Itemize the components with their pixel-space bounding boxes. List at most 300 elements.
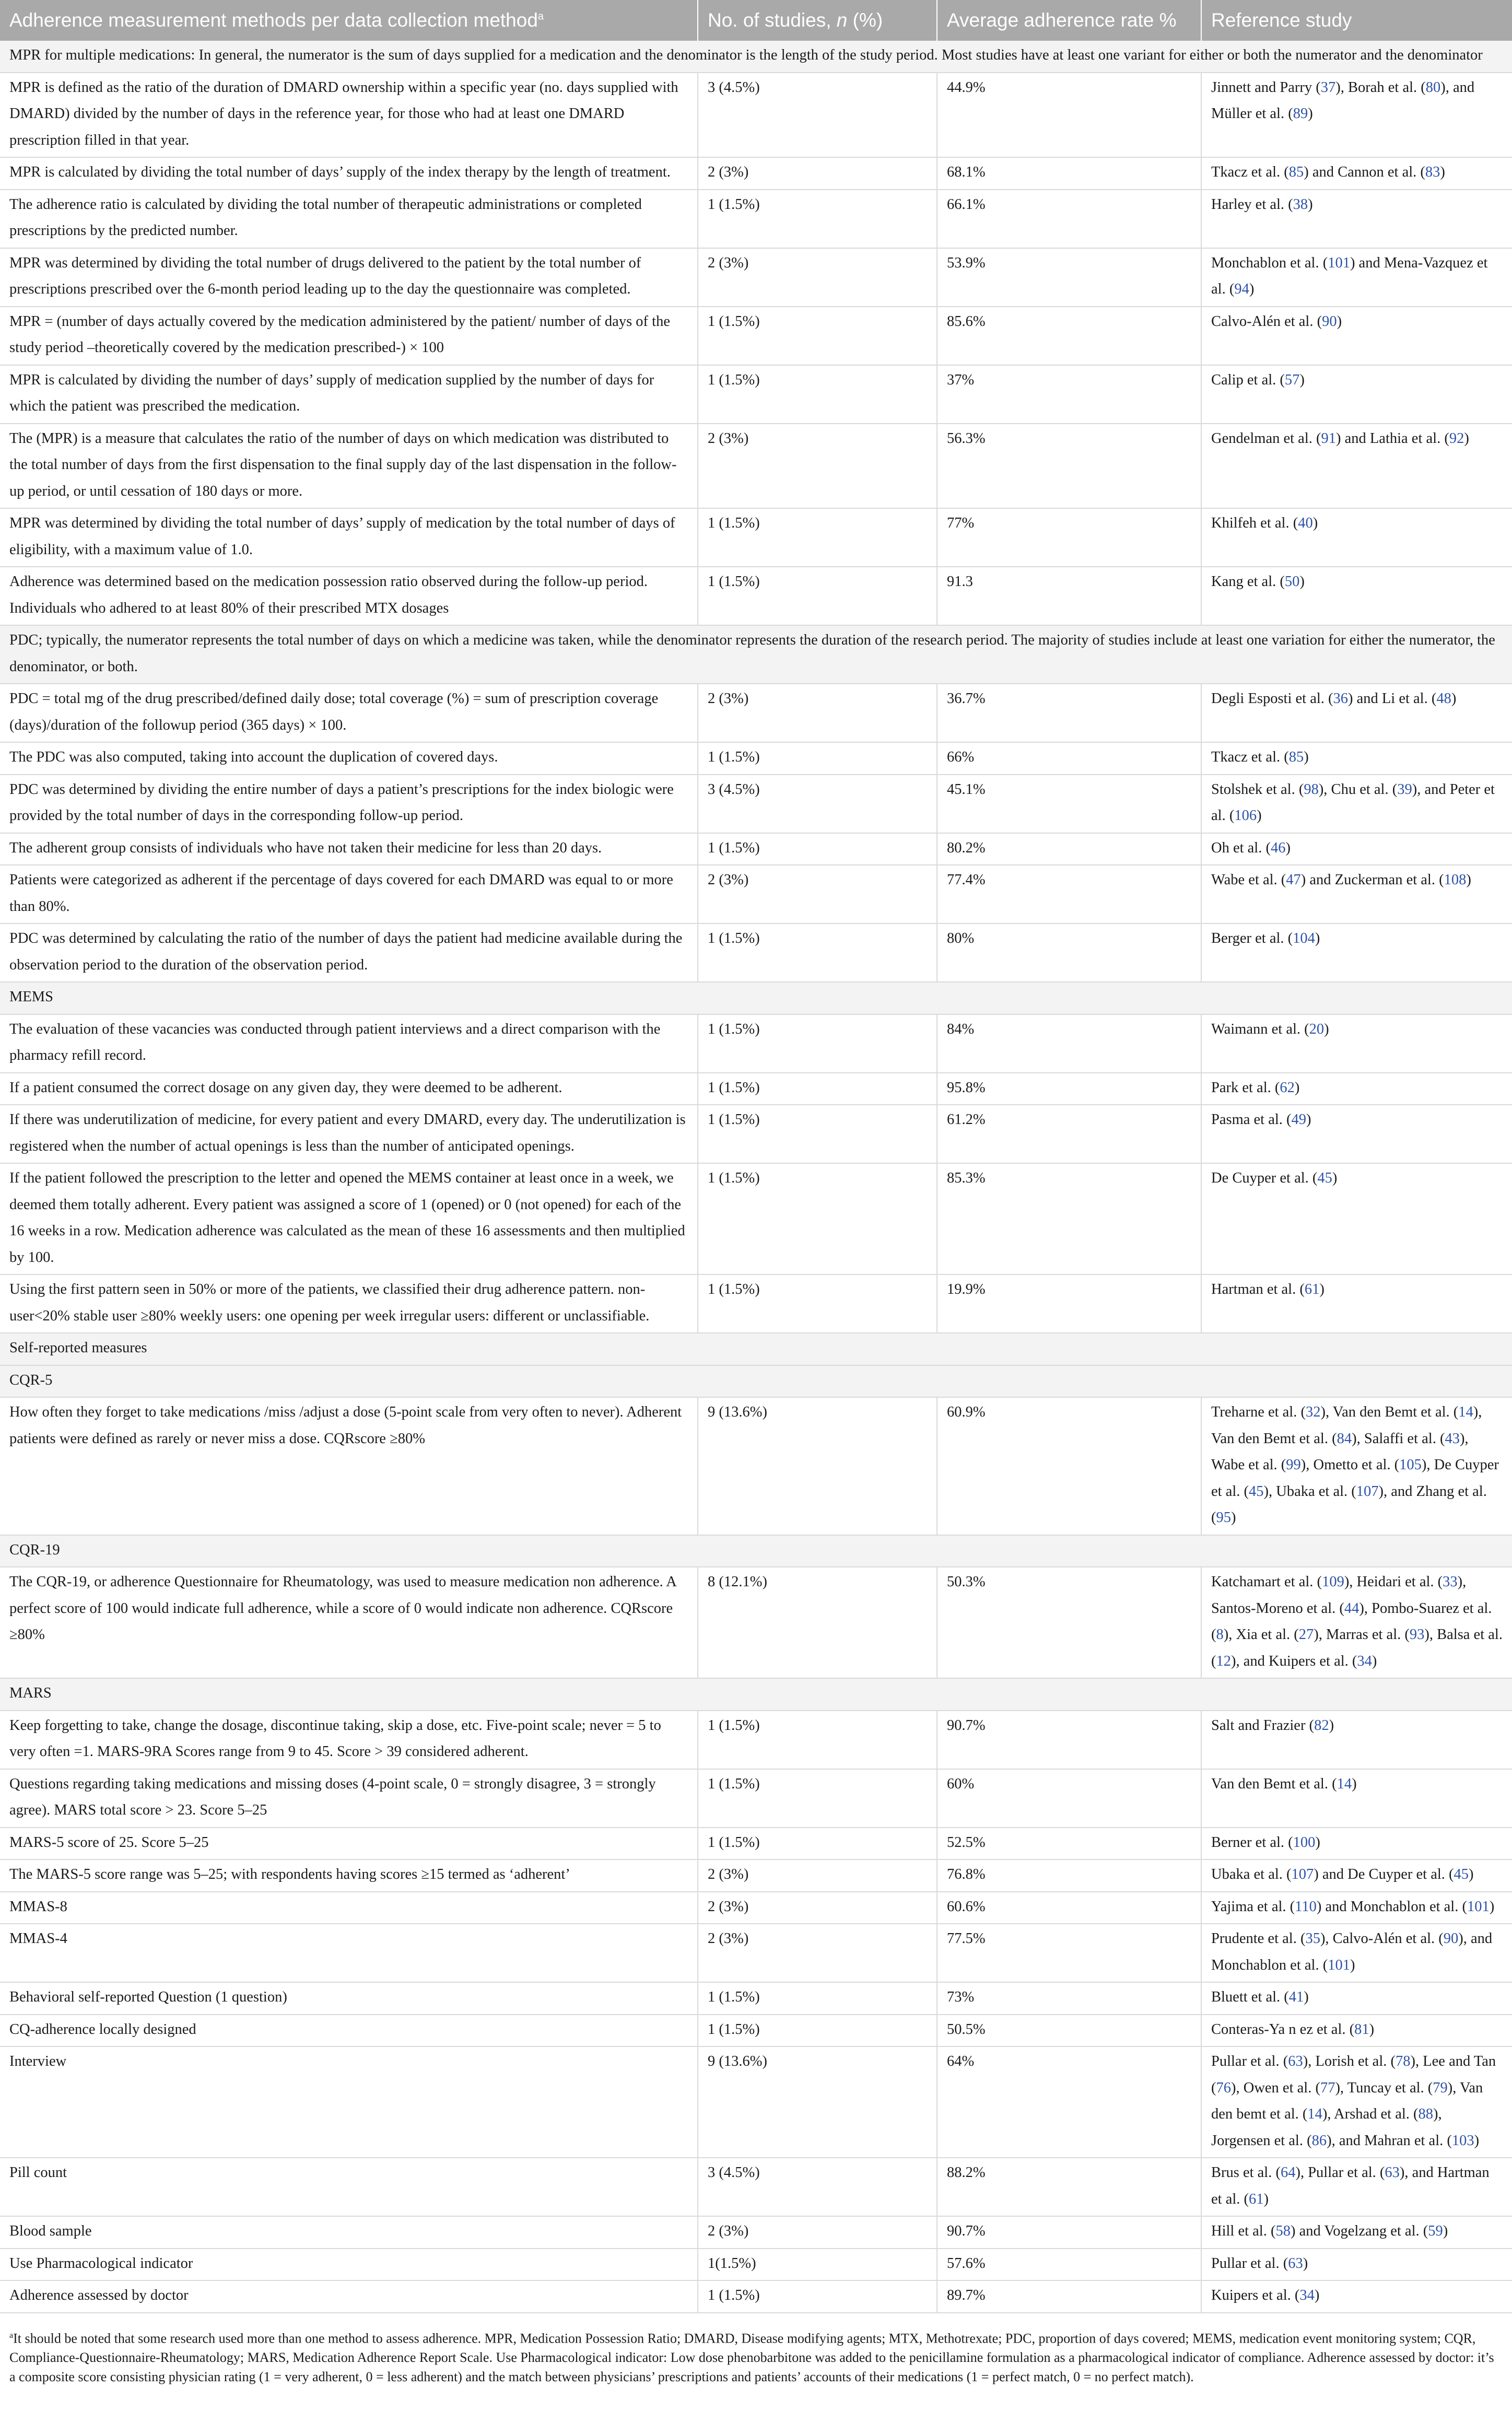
reference-cell bbox=[1201, 508, 1512, 567]
rate-cell: 37% bbox=[937, 365, 1201, 424]
reference-text: ), Van den bemt et al. ( bbox=[1211, 2079, 1483, 2122]
method-cell: Behavioral self-reported Question (1 question) bbox=[0, 1982, 698, 2015]
reference-text: ) bbox=[1308, 106, 1313, 122]
reference-text: ), De Cuyper et al. ( bbox=[1211, 1457, 1499, 1500]
table-row bbox=[0, 923, 1512, 982]
reference-link[interactable]: 45 bbox=[1454, 1866, 1469, 1882]
reference-link[interactable]: 100 bbox=[1293, 1834, 1316, 1851]
reference-link[interactable]: 109 bbox=[1322, 1574, 1344, 1590]
reference-link[interactable]: 108 bbox=[1444, 872, 1467, 888]
reference-link[interactable]: 77 bbox=[1320, 2079, 1335, 2096]
table-row bbox=[0, 775, 1512, 833]
reference-link[interactable]: 110 bbox=[1295, 1898, 1317, 1915]
studies-cell: 2 (3%) bbox=[698, 684, 937, 742]
table-row bbox=[0, 2015, 1512, 2047]
table-row bbox=[0, 1014, 1512, 1073]
reference-text: ) bbox=[1308, 196, 1313, 213]
studies-cell: 1 (1.5%) bbox=[698, 1769, 937, 1828]
studies-cell: 1 (1.5%) bbox=[698, 1274, 937, 1333]
reference-text: Van den Bemt et al. ( bbox=[1211, 1775, 1337, 1792]
reference-link[interactable]: 33 bbox=[1443, 1574, 1458, 1590]
reference-cell bbox=[1201, 775, 1512, 833]
reference-text: ) bbox=[1474, 2132, 1480, 2149]
method-cell: Interview bbox=[0, 2046, 698, 2158]
reference-link[interactable]: 46 bbox=[1270, 839, 1286, 856]
studies-cell: 1 (1.5%) bbox=[698, 1711, 937, 1769]
reference-link[interactable]: 47 bbox=[1286, 872, 1301, 888]
reference-text: Treharne et al. ( bbox=[1211, 1404, 1306, 1420]
reference-text: ), Ometto et al. ( bbox=[1300, 1457, 1400, 1473]
reference-text: Jinnett and Parry ( bbox=[1211, 79, 1321, 96]
reference-text: Calvo-Alén et al. ( bbox=[1211, 313, 1322, 330]
reference-text: ), Tuncay et al. ( bbox=[1335, 2079, 1433, 2096]
reference-text: Pullar et al. ( bbox=[1211, 2053, 1288, 2069]
studies-cell: 3 (4.5%) bbox=[698, 2158, 937, 2216]
reference-cell bbox=[1201, 923, 1512, 982]
reference-link[interactable]: 90 bbox=[1443, 1930, 1459, 1947]
reference-text: ) and De Cuyper et al. ( bbox=[1314, 1866, 1454, 1882]
reference-link[interactable]: 14 bbox=[1307, 2106, 1322, 2122]
table-row bbox=[0, 2216, 1512, 2249]
reference-link[interactable]: 84 bbox=[1337, 1430, 1352, 1447]
table-row bbox=[0, 684, 1512, 742]
reference-link[interactable]: 45 bbox=[1249, 1483, 1264, 1500]
reference-link[interactable]: 80 bbox=[1425, 79, 1441, 96]
rate-cell: 45.1% bbox=[937, 775, 1201, 833]
section-row bbox=[0, 1333, 1512, 1365]
reference-link[interactable]: 50 bbox=[1284, 574, 1300, 590]
reference-link[interactable]: 79 bbox=[1433, 2079, 1448, 2096]
reference-link[interactable]: 76 bbox=[1216, 2079, 1231, 2096]
reference-cell bbox=[1201, 248, 1512, 307]
reference-text: ), Lee and Tan ( bbox=[1211, 2053, 1496, 2096]
reference-link[interactable]: 48 bbox=[1436, 690, 1451, 707]
reference-cell bbox=[1201, 1924, 1512, 1982]
reference-text: Calip et al. ( bbox=[1211, 371, 1285, 388]
rate-cell: 44.9% bbox=[937, 73, 1201, 158]
reference-text: ), and Hartman et al. ( bbox=[1211, 2164, 1490, 2207]
reference-link[interactable]: 101 bbox=[1328, 1957, 1350, 1973]
studies-cell: 1 (1.5%) bbox=[698, 1982, 937, 2015]
studies-cell: 2 (3%) bbox=[698, 248, 937, 307]
table-row bbox=[0, 248, 1512, 307]
header-rate: Average adherence rate % bbox=[937, 0, 1201, 41]
studies-cell: 1 (1.5%) bbox=[698, 190, 937, 248]
method-cell: The CQR-19, or adherence Questionnaire for Rheumatology, was used to measure medication non adherence. A perfect score of 100 would indicate full adherence, while a score of 0 would indicate non adherence. CQRscore ≥80% bbox=[0, 1567, 698, 1678]
reference-text: ), Wabe et al. ( bbox=[1211, 1430, 1469, 1473]
reference-text: ) bbox=[1329, 1717, 1334, 1734]
rate-cell: 60.6% bbox=[937, 1892, 1201, 1924]
reference-text: Stolshek et al. ( bbox=[1211, 781, 1304, 798]
reference-text: ), Borah et al. ( bbox=[1335, 79, 1426, 96]
reference-link[interactable]: 106 bbox=[1234, 807, 1257, 824]
reference-cell bbox=[1201, 190, 1512, 248]
section-label: PDC; typically, the numerator represents the total number of days on which a medicine was taken, while the denominator represents the duration of the research period. The majority of studies include at least one variation for either the numerator, the denominator, or both. bbox=[0, 625, 1512, 684]
reference-link[interactable]: 61 bbox=[1249, 2191, 1264, 2207]
reference-cell bbox=[1201, 1828, 1512, 1860]
reference-link[interactable]: 85 bbox=[1288, 164, 1304, 180]
reference-cell bbox=[1201, 1711, 1512, 1769]
reference-text: ) and Lathia et al. ( bbox=[1336, 430, 1449, 447]
table-footnote bbox=[0, 2313, 1512, 2387]
reference-link[interactable]: 34 bbox=[1299, 2287, 1315, 2303]
reference-text: Berner et al. ( bbox=[1211, 1834, 1293, 1851]
table-body bbox=[0, 41, 1512, 2313]
section-row bbox=[0, 982, 1512, 1014]
method-cell: MPR = (number of days actually covered by the medication administered by the patient/ number of days of the study period –theoretically covered by the medication prescribed-) × 100 bbox=[0, 307, 698, 365]
reference-cell bbox=[1201, 2216, 1512, 2249]
reference-text: ) bbox=[1337, 313, 1342, 330]
reference-text: ) bbox=[1440, 164, 1445, 180]
rate-cell: 80% bbox=[937, 923, 1201, 982]
table-row bbox=[0, 1105, 1512, 1163]
reference-text: ), Van den Bemt et al. ( bbox=[1211, 1404, 1482, 1447]
header-method-footnote-marker: a bbox=[537, 10, 544, 22]
studies-cell: 1 (1.5%) bbox=[698, 307, 937, 365]
reference-link[interactable]: 92 bbox=[1449, 430, 1464, 447]
reference-link[interactable]: 14 bbox=[1458, 1404, 1473, 1420]
reference-text: ) bbox=[1466, 872, 1471, 888]
method-cell: Keep forgetting to take, change the dosage, discontinue taking, skip a dose, etc. Five-point scale; never = 5 to very often =1. MARS-9RA Scores range from 9 to 45. Score > 39 considered adherent. bbox=[0, 1711, 698, 1769]
reference-cell bbox=[1201, 1859, 1512, 1892]
header-studies-suffix: (%) bbox=[847, 9, 883, 31]
section-label: MPR for multiple medications: In general, the numerator is the sum of days supplied for a medication and the denominator is the length of the study period. Most studies have at least one variant for either or both the numerator and the denominator bbox=[0, 41, 1512, 73]
reference-text: ) bbox=[1464, 430, 1469, 447]
reference-text: Conteras-Ya n ez et al. ( bbox=[1211, 2021, 1355, 2038]
table-row bbox=[0, 2046, 1512, 2158]
reference-text: Harley et al. ( bbox=[1211, 196, 1293, 213]
reference-link[interactable]: 82 bbox=[1314, 1717, 1329, 1734]
reference-text: ) bbox=[1350, 1957, 1355, 1973]
studies-cell: 2 (3%) bbox=[698, 424, 937, 509]
reference-text: ) bbox=[1249, 281, 1255, 297]
reference-link[interactable]: 57 bbox=[1284, 371, 1300, 388]
method-cell: The (MPR) is a measure that calculates the ratio of the number of days on which medication was distributed to the total number of days from the first dispensation to the final supply day of the last dispensation in the follow-up period, or until cessation of 180 days or more. bbox=[0, 424, 698, 509]
reference-cell bbox=[1201, 1892, 1512, 1924]
reference-link[interactable]: 39 bbox=[1397, 781, 1412, 798]
studies-cell: 1 (1.5%) bbox=[698, 1014, 937, 1073]
reference-text: Monchablon et al. ( bbox=[1211, 254, 1328, 271]
reference-text: Gendelman et al. ( bbox=[1211, 430, 1321, 447]
reference-link[interactable]: 45 bbox=[1317, 1170, 1332, 1186]
method-cell: The PDC was also computed, taking into account the duplication of covered days. bbox=[0, 742, 698, 775]
reference-link[interactable]: 94 bbox=[1234, 281, 1249, 297]
reference-text: Ubaka et al. ( bbox=[1211, 1866, 1292, 1882]
footnote-text: It should be noted that some research used more than one method to assess adherence. MPR, Medication Possession Ratio; DMARD, Disease modifying agents; MTX, Methotrexate; PDC, proportion of days covered; MEMS, medication event monitoring system; CQR, Compliance-Questionnaire-Rheumatology; MARS, Medication Adherence Report Scale. Use Pharmacological indicator: Low dose phenobarbitone was added to the penicillamine formulation as a pharmacological indicator of compliance. Adherence assessed by doctor: it’s a composite score consisting physician rating (1 = very adherent, 0 = less adherent) and the match between physicians’ prescriptions and patients’ accounts of their medications (1 = perfect match, 0 = no perfect match). bbox=[9, 2331, 1494, 2385]
reference-text: ), Salaffi et al. ( bbox=[1352, 1430, 1445, 1447]
method-cell: MPR is calculated by dividing the total number of days’ supply of the index therapy by the length of treatment. bbox=[0, 157, 698, 190]
reference-text: ), Xia et al. ( bbox=[1223, 1626, 1299, 1643]
method-cell: MARS-5 score of 25. Score 5–25 bbox=[0, 1828, 698, 1860]
table-row bbox=[0, 1982, 1512, 2015]
method-cell: MPR is calculated by dividing the number of days’ supply of medication supplied by the number of days for which the patient was prescribed the medication. bbox=[0, 365, 698, 424]
method-cell: MPR was determined by dividing the total number of drugs delivered to the patient by the total number of prescriptions prescribed over the 6-month period leading up to the day the questionnaire was completed. bbox=[0, 248, 698, 307]
reference-link[interactable]: 83 bbox=[1425, 164, 1440, 180]
studies-cell: 9 (13.6%) bbox=[698, 1397, 937, 1535]
reference-text: ), and Kuipers et al. ( bbox=[1231, 1653, 1357, 1669]
table-row bbox=[0, 567, 1512, 625]
method-cell: Patients were categorized as adherent if the percentage of days covered for each DMARD was equal to or more than 80%. bbox=[0, 865, 698, 923]
studies-cell: 1 (1.5%) bbox=[698, 567, 937, 625]
reference-text: Katchamart et al. ( bbox=[1211, 1574, 1322, 1590]
rate-cell: 57.6% bbox=[937, 2249, 1201, 2281]
reference-cell bbox=[1201, 684, 1512, 742]
reference-link[interactable]: 89 bbox=[1293, 106, 1308, 122]
rate-cell: 60.9% bbox=[937, 1397, 1201, 1535]
reference-cell bbox=[1201, 2015, 1512, 2047]
reference-text: ) bbox=[1257, 807, 1262, 824]
section-label: CQR-19 bbox=[0, 1535, 1512, 1567]
reference-link[interactable]: 34 bbox=[1357, 1653, 1372, 1669]
table-row bbox=[0, 865, 1512, 923]
reference-link[interactable]: 103 bbox=[1451, 2132, 1474, 2149]
reference-text: Hartman et al. ( bbox=[1211, 1281, 1305, 1297]
reference-text: Yajima et al. ( bbox=[1211, 1898, 1295, 1915]
reference-link[interactable]: 88 bbox=[1418, 2106, 1433, 2122]
section-label: CQR-5 bbox=[0, 1365, 1512, 1398]
reference-link[interactable]: 95 bbox=[1216, 1509, 1231, 1526]
studies-cell: 1 (1.5%) bbox=[698, 923, 937, 982]
studies-cell: 1 (1.5%) bbox=[698, 833, 937, 865]
reference-link[interactable]: 105 bbox=[1399, 1457, 1422, 1473]
method-cell: How often they forget to take medications /miss /adjust a dose (5-point scale from very often to never). Adherent patients were defined as rarely or never miss a dose. CQRscore ≥80% bbox=[0, 1397, 698, 1535]
rate-cell: 95.8% bbox=[937, 1073, 1201, 1105]
reference-link[interactable]: 43 bbox=[1445, 1430, 1460, 1447]
rate-cell: 19.9% bbox=[937, 1274, 1201, 1333]
reference-link[interactable]: 40 bbox=[1298, 515, 1313, 531]
rate-cell: 53.9% bbox=[937, 248, 1201, 307]
reference-link[interactable]: 85 bbox=[1288, 749, 1304, 765]
method-cell: CQ-adherence locally designed bbox=[0, 2015, 698, 2047]
header-row bbox=[0, 0, 1512, 41]
rate-cell: 61.2% bbox=[937, 1105, 1201, 1163]
reference-text: Pasma et al. ( bbox=[1211, 1111, 1292, 1128]
reference-link[interactable]: 32 bbox=[1305, 1404, 1321, 1420]
reference-text: ) bbox=[1332, 1170, 1338, 1186]
rate-cell: 56.3% bbox=[937, 424, 1201, 509]
reference-link[interactable]: 107 bbox=[1356, 1483, 1379, 1500]
reference-link[interactable]: 8 bbox=[1216, 1626, 1224, 1643]
table-row bbox=[0, 742, 1512, 775]
reference-text: ) bbox=[1304, 1989, 1309, 2005]
reference-cell bbox=[1201, 2158, 1512, 2216]
rate-cell: 88.2% bbox=[937, 2158, 1201, 2216]
studies-cell: 2 (3%) bbox=[698, 865, 937, 923]
method-cell: PDC was determined by calculating the ratio of the number of days the patient had medicine available during the observation period to the duration of the observation period. bbox=[0, 923, 698, 982]
reference-cell bbox=[1201, 1014, 1512, 1073]
reference-link[interactable]: 12 bbox=[1216, 1653, 1231, 1669]
studies-cell: 2 (3%) bbox=[698, 1924, 937, 1982]
reference-text: ), Owen et al. ( bbox=[1231, 2079, 1320, 2096]
rate-cell: 76.8% bbox=[937, 1859, 1201, 1892]
reference-link[interactable]: 93 bbox=[1409, 1626, 1425, 1643]
table-row bbox=[0, 1892, 1512, 1924]
reference-link[interactable]: 81 bbox=[1354, 2021, 1369, 2038]
rate-cell: 66.1% bbox=[937, 190, 1201, 248]
rate-cell: 85.3% bbox=[937, 1163, 1201, 1274]
table-row bbox=[0, 1163, 1512, 1274]
section-row bbox=[0, 625, 1512, 684]
reference-link[interactable]: 38 bbox=[1293, 196, 1308, 213]
reference-link[interactable]: 20 bbox=[1309, 1021, 1325, 1037]
reference-text: ) bbox=[1369, 2021, 1375, 2038]
table-row bbox=[0, 73, 1512, 158]
studies-cell: 2 (3%) bbox=[698, 1859, 937, 1892]
reference-link[interactable]: 91 bbox=[1321, 430, 1336, 447]
reference-link[interactable]: 58 bbox=[1275, 2223, 1291, 2239]
method-cell: The evaluation of these vacancies was conducted through patient interviews and a direct comparison with the pharmacy refill record. bbox=[0, 1014, 698, 1073]
reference-link[interactable]: 64 bbox=[1280, 2164, 1296, 2181]
reference-link[interactable]: 36 bbox=[1333, 690, 1348, 707]
reference-link[interactable]: 99 bbox=[1286, 1457, 1301, 1473]
table-row bbox=[0, 1397, 1512, 1535]
table-row bbox=[0, 2249, 1512, 2281]
reference-cell bbox=[1201, 365, 1512, 424]
reference-text: ) bbox=[1372, 1653, 1377, 1669]
studies-cell: 3 (4.5%) bbox=[698, 775, 937, 833]
section-label: MARS bbox=[0, 1678, 1512, 1711]
reference-cell bbox=[1201, 157, 1512, 190]
reference-cell bbox=[1201, 1769, 1512, 1828]
reference-link[interactable]: 98 bbox=[1304, 781, 1319, 798]
reference-text: Tkacz et al. ( bbox=[1211, 749, 1289, 765]
reference-text: ), Balsa et al. ( bbox=[1211, 1626, 1503, 1669]
table-row bbox=[0, 424, 1512, 509]
table-row bbox=[0, 307, 1512, 365]
header-studies-label: No. of studies, bbox=[708, 9, 837, 31]
reference-link[interactable]: 49 bbox=[1291, 1111, 1307, 1128]
table-row bbox=[0, 1769, 1512, 1828]
reference-text: ), Calvo-Alén et al. ( bbox=[1320, 1930, 1444, 1947]
studies-cell: 1 (1.5%) bbox=[698, 2280, 937, 2313]
studies-cell: 1 (1.5%) bbox=[698, 2015, 937, 2047]
footnote-marker: a bbox=[9, 2331, 14, 2340]
reference-text: Degli Esposti et al. ( bbox=[1211, 690, 1333, 707]
reference-link[interactable]: 78 bbox=[1396, 2053, 1411, 2069]
studies-cell: 9 (13.6%) bbox=[698, 2046, 937, 2158]
reference-link[interactable]: 63 bbox=[1385, 2164, 1400, 2181]
method-cell: The MARS-5 score range was 5–25; with respondents having scores ≥15 termed as ‘adherent’ bbox=[0, 1859, 698, 1892]
studies-cell: 1 (1.5%) bbox=[698, 1163, 937, 1274]
reference-link[interactable]: 27 bbox=[1298, 1626, 1314, 1643]
table-row bbox=[0, 190, 1512, 248]
reference-link[interactable]: 44 bbox=[1344, 1600, 1359, 1617]
reference-text: ), Pombo-Suarez et al. ( bbox=[1211, 1600, 1492, 1643]
section-label: MEMS bbox=[0, 982, 1512, 1014]
table-header bbox=[0, 0, 1512, 41]
reference-link[interactable]: 62 bbox=[1280, 1079, 1295, 1096]
reference-text: ) and Monchablon et al. ( bbox=[1316, 1898, 1467, 1915]
reference-text: Park et al. ( bbox=[1211, 1079, 1280, 1096]
studies-cell: 8 (12.1%) bbox=[698, 1567, 937, 1678]
reference-text: Waimann et al. ( bbox=[1211, 1021, 1309, 1037]
header-method bbox=[0, 0, 698, 41]
rate-cell: 50.5% bbox=[937, 2015, 1201, 2047]
rate-cell: 85.6% bbox=[937, 307, 1201, 365]
reference-link[interactable]: 86 bbox=[1311, 2132, 1327, 2149]
reference-text: ) bbox=[1469, 1866, 1474, 1882]
reference-link[interactable]: 35 bbox=[1305, 1930, 1320, 1947]
reference-text: ) bbox=[1303, 2255, 1308, 2272]
reference-cell bbox=[1201, 1567, 1512, 1678]
reference-text: ) bbox=[1285, 839, 1291, 856]
reference-link[interactable]: 63 bbox=[1288, 2053, 1303, 2069]
studies-cell: 1 (1.5%) bbox=[698, 1073, 937, 1105]
method-cell: Using the first pattern seen in 50% or more of the patients, we classified their drug adherence pattern. non-user<20% stable user ≥80% weekly users: one opening per week irregular users: different or unclassifiable. bbox=[0, 1274, 698, 1333]
reference-text: ), Marras et al. ( bbox=[1314, 1626, 1410, 1643]
reference-cell bbox=[1201, 73, 1512, 158]
reference-cell bbox=[1201, 1073, 1512, 1105]
studies-cell: 2 (3%) bbox=[698, 2216, 937, 2249]
reference-cell bbox=[1201, 567, 1512, 625]
studies-cell: 2 (3%) bbox=[698, 1892, 937, 1924]
reference-text: ), Arshad et al. ( bbox=[1322, 2106, 1419, 2122]
rate-cell: 73% bbox=[937, 1982, 1201, 2015]
reference-text: ) and Zuckerman et al. ( bbox=[1300, 872, 1444, 888]
reference-link[interactable]: 107 bbox=[1291, 1866, 1314, 1882]
reference-cell bbox=[1201, 1982, 1512, 2015]
reference-text: ) and Vogelzang et al. ( bbox=[1290, 2223, 1428, 2239]
reference-link[interactable]: 59 bbox=[1428, 2223, 1443, 2239]
reference-link[interactable]: 14 bbox=[1337, 1775, 1352, 1792]
reference-text: Prudente et al. ( bbox=[1211, 1930, 1306, 1947]
reference-link[interactable]: 90 bbox=[1322, 313, 1337, 330]
method-cell: MPR is defined as the ratio of the duration of DMARD ownership within a specific year (no. days supplied with DMARD) divided by the number of days in the reference year, for those who had at least one DMARD prescription filled in that year. bbox=[0, 73, 698, 158]
table-row bbox=[0, 1567, 1512, 1678]
reference-text: ) bbox=[1319, 1281, 1325, 1297]
table-row bbox=[0, 157, 1512, 190]
reference-link[interactable]: 101 bbox=[1328, 254, 1350, 271]
reference-link[interactable]: 101 bbox=[1467, 1898, 1490, 1915]
studies-cell: 1 (1.5%) bbox=[698, 742, 937, 775]
reference-text: ) and Mena-Vazquez et al. ( bbox=[1211, 254, 1488, 297]
reference-text: ) bbox=[1263, 2191, 1269, 2207]
reference-link[interactable]: 63 bbox=[1288, 2255, 1303, 2272]
reference-link[interactable]: 61 bbox=[1304, 1281, 1320, 1297]
rate-cell: 50.3% bbox=[937, 1567, 1201, 1678]
rate-cell: 36.7% bbox=[937, 684, 1201, 742]
reference-text: ) bbox=[1294, 1079, 1300, 1096]
header-studies-n: n bbox=[836, 9, 848, 31]
reference-text: ) bbox=[1352, 1775, 1357, 1792]
method-cell: The adherent group consists of individuals who have not taken their medicine for less than 20 days. bbox=[0, 833, 698, 865]
rate-cell: 90.7% bbox=[937, 1711, 1201, 1769]
reference-text: ), and Müller et al. ( bbox=[1211, 79, 1475, 122]
method-cell: Adherence was determined based on the medication possession ratio observed during the follow-up period. Individuals who adhered to at least 80% of their prescribed MTX dosages bbox=[0, 567, 698, 625]
method-cell: MPR was determined by dividing the total number of days’ supply of medication by the total number of days of eligibility, with a maximum value of 1.0. bbox=[0, 508, 698, 567]
header-studies bbox=[698, 0, 937, 41]
reference-link[interactable]: 41 bbox=[1288, 1989, 1304, 2005]
section-label: Self-reported measures bbox=[0, 1333, 1512, 1365]
reference-cell bbox=[1201, 1274, 1512, 1333]
rate-cell: 77.5% bbox=[937, 1924, 1201, 1982]
rate-cell: 52.5% bbox=[937, 1828, 1201, 1860]
reference-text: Brus et al. ( bbox=[1211, 2164, 1281, 2181]
reference-link[interactable]: 104 bbox=[1293, 930, 1315, 946]
reference-text: ), and Zhang et al. ( bbox=[1211, 1483, 1487, 1526]
reference-cell bbox=[1201, 2046, 1512, 2158]
reference-link[interactable]: 37 bbox=[1320, 79, 1336, 96]
table-row bbox=[0, 1073, 1512, 1105]
reference-text: Kang et al. ( bbox=[1211, 574, 1285, 590]
reference-text: ), Van den Bemt et al. ( bbox=[1320, 1404, 1459, 1420]
reference-text: Kuipers et al. ( bbox=[1211, 2287, 1300, 2303]
table-row bbox=[0, 1711, 1512, 1769]
reference-text: ) and Li et al. ( bbox=[1348, 690, 1437, 707]
reference-text: Tkacz et al. ( bbox=[1211, 164, 1289, 180]
reference-cell bbox=[1201, 2280, 1512, 2313]
method-cell: Adherence assessed by doctor bbox=[0, 2280, 698, 2313]
